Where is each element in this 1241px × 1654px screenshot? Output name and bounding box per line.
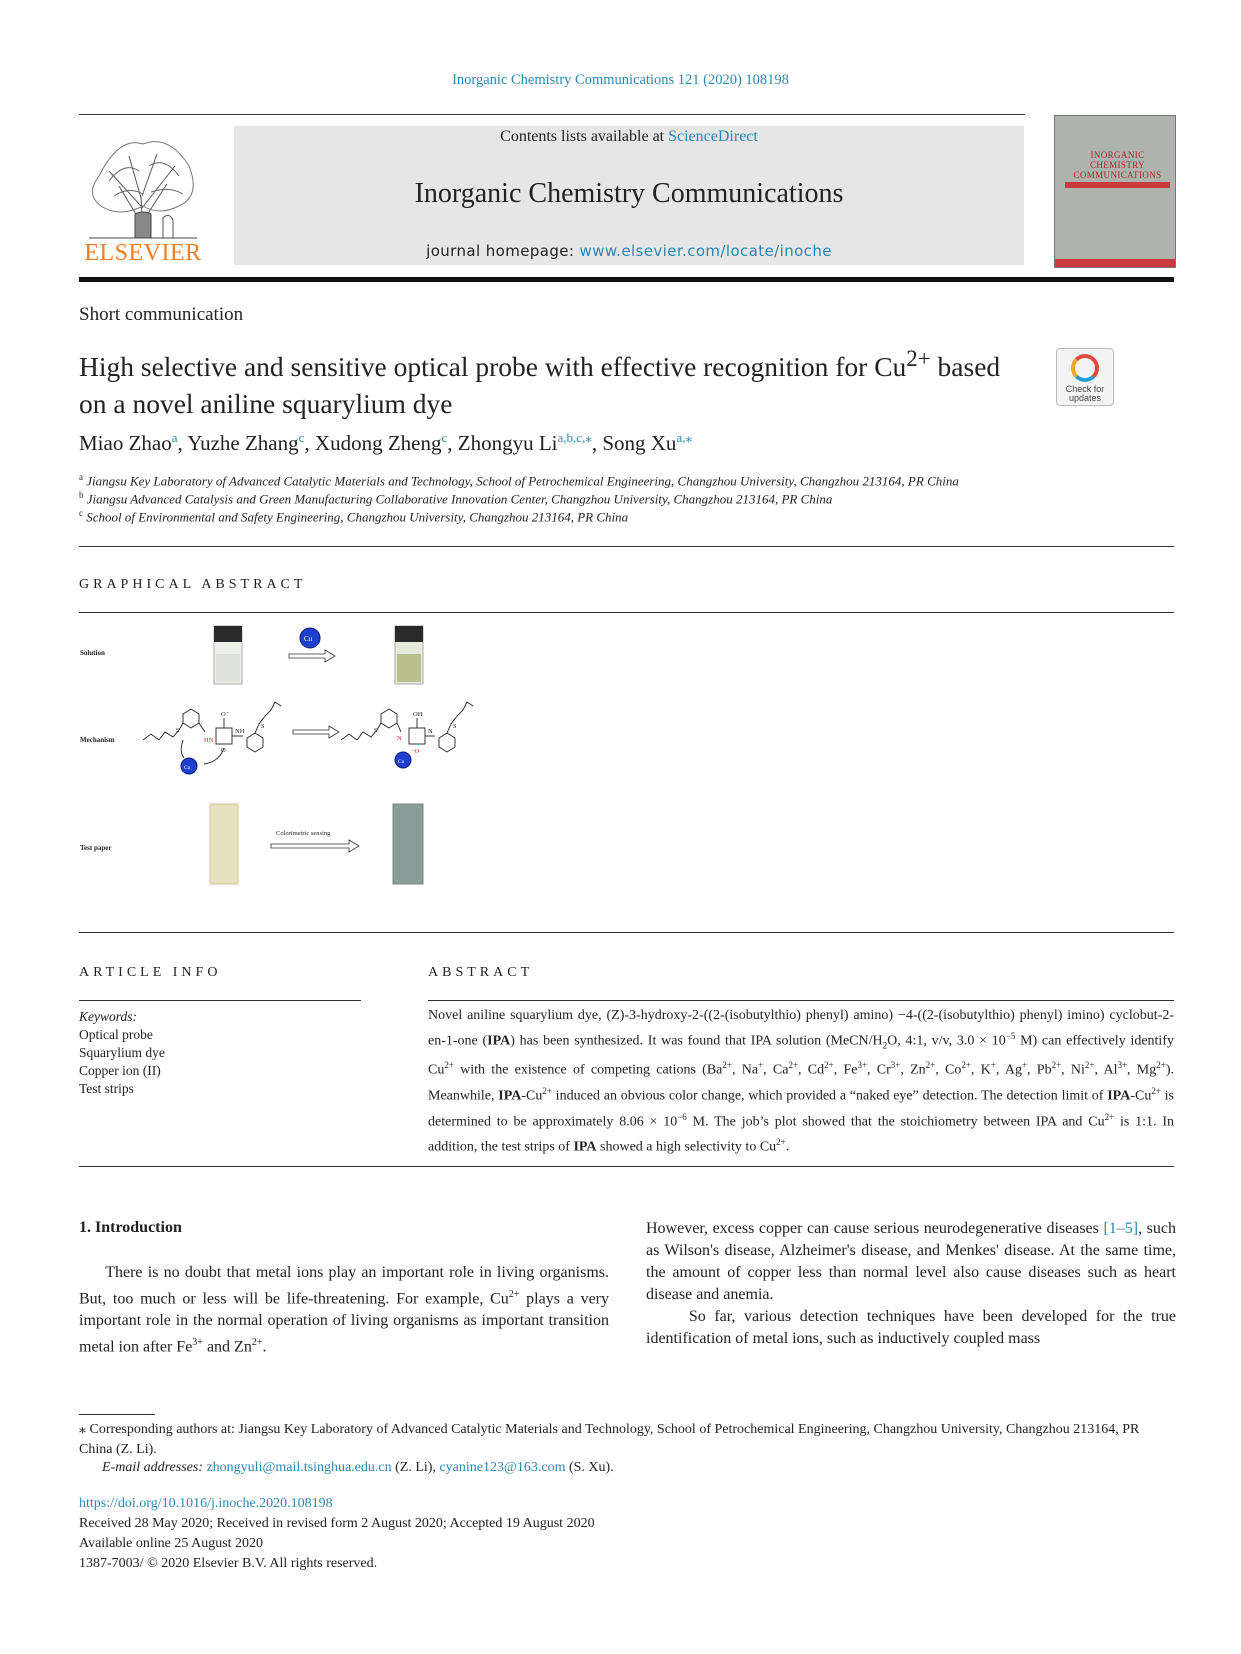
atom-nh: NH [235, 728, 245, 735]
affiliation-b [79, 490, 832, 507]
atom-minus-o: −O [411, 748, 420, 755]
author-affil-link[interactable]: a,⁎ [676, 430, 692, 445]
section-rule [79, 1166, 1174, 1167]
affil-text: School of Environmental and Safety Engineering, Changzhou University, Changzhou 213164, PR China [86, 509, 629, 525]
atom-s: S [453, 724, 457, 730]
title-sup: 2+ [906, 346, 931, 371]
check-updates-icon [1071, 354, 1099, 382]
keywords-label: Keywords: [79, 1009, 137, 1024]
structure-ipa [143, 702, 281, 764]
affil-text: Jiangsu Key Laboratory of Advanced Catalytic Materials and Technology, School of Petrochemical Engineering, Changzhou University, Changzhou 213164, PR China [86, 473, 959, 489]
affiliation-a [79, 472, 959, 489]
author-name: Yuzhe Zhang [187, 431, 299, 455]
copyright: 1387-7003/ © 2020 Elsevier B.V. All rights reserved. [79, 1556, 378, 1571]
keywords-box [79, 1008, 165, 1098]
section-rule [79, 546, 1174, 547]
arrow-icon [293, 726, 339, 738]
title-part2: based on a novel aniline squarylium dye [79, 351, 1001, 420]
vial-before [214, 626, 242, 684]
author-name: Xudong Zheng [314, 431, 442, 455]
section-rule [79, 932, 1174, 933]
email-link-li[interactable]: zhongyuli@mail.tsinghua.edu.cn [206, 1460, 392, 1475]
ga-row-label-test-paper: Test paper [80, 844, 112, 852]
available-online: Available online 25 August 2020 [79, 1536, 264, 1551]
author-name: Song Xu [602, 431, 677, 455]
atom-o-minus: O⁻ [221, 711, 230, 718]
email-owner: (Z. Li), [391, 1460, 440, 1475]
header-bold-rule [79, 277, 1174, 282]
atom-s: S [374, 728, 378, 734]
ion-label: Cu [398, 759, 405, 765]
email-label: E-mail addresses: [102, 1460, 207, 1475]
homepage-prefix: journal homepage: [426, 242, 580, 260]
abstract-heading: ABSTRACT [428, 965, 534, 980]
author-name: Miao Zhao [79, 431, 172, 455]
affiliation-c [79, 508, 628, 525]
article-title [79, 340, 1019, 422]
affil-key: b [79, 490, 84, 500]
section-rule [79, 1000, 361, 1001]
author-affil-link[interactable]: a,b,c,⁎ [557, 430, 592, 445]
author-affil-link[interactable]: c [441, 430, 448, 445]
keyword-item: Test strips [79, 1081, 134, 1096]
intro-column-left: There is no doubt that metal ions play an important role in living organisms. But, too much or less will be life-threatening. For example, $Cu^{2+}$ plays a very important role in the normal operation of living organisms as important transition metal ion after $Fe^{3+}$ and $Zn^{2+}$. [79, 1264, 609, 1356]
atom-hn: HN [204, 737, 214, 744]
article-info-heading: ARTICLE INFO [79, 965, 222, 980]
keyword-item: Squarylium dye [79, 1045, 165, 1060]
affil-key: c [79, 508, 83, 518]
elsevier-wordmark: ELSEVIER [84, 240, 202, 266]
journal-name: Inorganic Chemistry Communications [414, 178, 844, 209]
affil-key: a [79, 472, 83, 482]
graphical-abstract-heading: GRAPHICAL ABSTRACT [79, 577, 307, 592]
header-rule [79, 114, 1025, 115]
contents-prefix: Contents lists available at [500, 128, 669, 145]
author-affil-link[interactable]: c [298, 430, 305, 445]
homepage-line [234, 242, 1024, 260]
test-strip-before [210, 804, 238, 884]
publication-info [79, 1494, 595, 1574]
atom-oh: OH [413, 711, 423, 718]
ga-row-label-solution: Solution [80, 649, 105, 657]
atom-s: S [176, 728, 180, 734]
graphical-abstract-figure[interactable] [79, 620, 499, 910]
journal-cover-image[interactable] [1054, 115, 1176, 268]
title-part1: High selective and sensitive optical probe with effective recognition for Cu [79, 351, 907, 383]
homepage-link[interactable]: www.elsevier.com/locate/inoche [579, 242, 832, 260]
keyword-item: Copper ion (II) [79, 1063, 161, 1078]
atom-n: N [397, 735, 402, 742]
test-strip-after [393, 804, 423, 884]
section-rule [428, 1000, 1174, 1001]
abstract-text: Novel aniline squarylium dye, (Z)-3-hydroxy-2-((2-(isobutylthio) phenyl) amino) −4-((2-(isobutylthio) phenyl) imino) cyclobut-2-en-1-one (IPA) has been synthesized. It was found that IPA solution ($MeCN/H_2O$, 4:1, v/v, $3.0 \times 10^{-5}$ M) can effectively identify $Cu^{2+}$ with the existence of competing cations ($Ba^{2+}$, Na+, $Ca^{2+}$, $Cd^{2+}$, $Fe^{3+}$, $Cr^{3+}$, $Zn^{2+}$, $Co^{2+}$, K+, Ag+, $Pb^{2+}$, $Ni^{2+}$, $Al^{3+}$, $Mg^{2+}$). Meanwhile, IPA-$Cu^{2+}$ induced an obvious color change, which provided a “naked eye” detection. The detection limit of IPA-$Cu^{2+}$ is determined to be approximately $8.06 \times 10^{-6}$ M. The job’s plot showed that the stoichiometry between IPA and $Cu^{2+}$ is 1:1. In addition, the test strips of IPA showed a high selectivity to $Cu^{2+}$. [428, 1008, 1174, 1156]
ga-row-label-mechanism: Mechanism [80, 736, 115, 744]
received-dates: Received 28 May 2020; Received in revised form 2 August 2020; Accepted 19 August 2020 [79, 1516, 595, 1531]
email-link-xu[interactable]: cyanine123@163.com [439, 1460, 566, 1475]
article-type: Short communication [79, 304, 244, 325]
affil-text: Jiangsu Advanced Catalysis and Green Manufacturing Collaborative Innovation Center, Changzhou University, Changzhou 213164, PR China [86, 491, 833, 507]
cover-strip [1065, 182, 1170, 188]
author-list: Miao Zhao$^a$, Yuzhe Zhang$^c$, Xudong Zheng$^c$, Zhongyu $Li^{a,b,c,⁎}$, Song $Xu^{a,⁎}$ [79, 430, 692, 455]
author-name: Zhongyu Li [457, 431, 558, 455]
check-for-updates-badge[interactable] [1056, 348, 1114, 406]
email-owner: (S. Xu). [565, 1460, 614, 1475]
contents-line [234, 128, 1024, 146]
atom-o: O [221, 747, 226, 754]
footnote-rule [79, 1414, 155, 1415]
intro-column-right: However, excess copper can cause serious neurodegenerative diseases [1–5], such as Wilson's disease, Alzheimer's disease, and Menkes' disease. At the same time, the amount of copper less than normal level also cause diseases such as heart disease and anemia. So far, various detection techniques have been developed for the true identification of metal ions, such as inductively coupled mass [646, 1220, 1177, 1347]
section-rule [79, 612, 1174, 613]
ion-label: Cu [184, 765, 191, 771]
journal-header-box [234, 126, 1024, 265]
sciencedirect-link[interactable]: ScienceDirect [668, 128, 758, 145]
ion-label: Cu [304, 635, 313, 643]
journal-reference[interactable]: Inorganic Chemistry Communications 121 (2020) 108198 [452, 72, 789, 88]
atom-s: S [261, 724, 265, 730]
doi-link[interactable]: https://doi.org/10.1016/j.inoche.2020.108198 [79, 1496, 333, 1511]
cover-title: INORGANIC CHEMISTRY COMMUNICATIONS [1073, 150, 1162, 180]
corresponding-footnote: ⁎ Corresponding authors at: Jiangsu Key Laboratory of Advanced Catalytic Materials and Technology, School of Petrochemical Engineering, Changzhou University, Changzhou 213164, PR China (Z. Li). [79, 1422, 1140, 1457]
atom-n: N [428, 728, 433, 735]
intro-heading: 1. Introduction [79, 1219, 182, 1236]
author-affil-link[interactable]: a [171, 430, 178, 445]
cover-foot [1055, 259, 1175, 267]
reference-link[interactable]: [1–5] [1103, 1220, 1139, 1237]
check-updates-label: Check for updates [1065, 384, 1105, 403]
vial-after [395, 626, 423, 684]
arrow-icon [271, 840, 359, 852]
email-line [102, 1460, 614, 1476]
arrow-icon [289, 650, 335, 662]
colorimetric-label: Colorimetric sensing [276, 830, 331, 837]
keyword-item: Optical probe [79, 1027, 153, 1042]
